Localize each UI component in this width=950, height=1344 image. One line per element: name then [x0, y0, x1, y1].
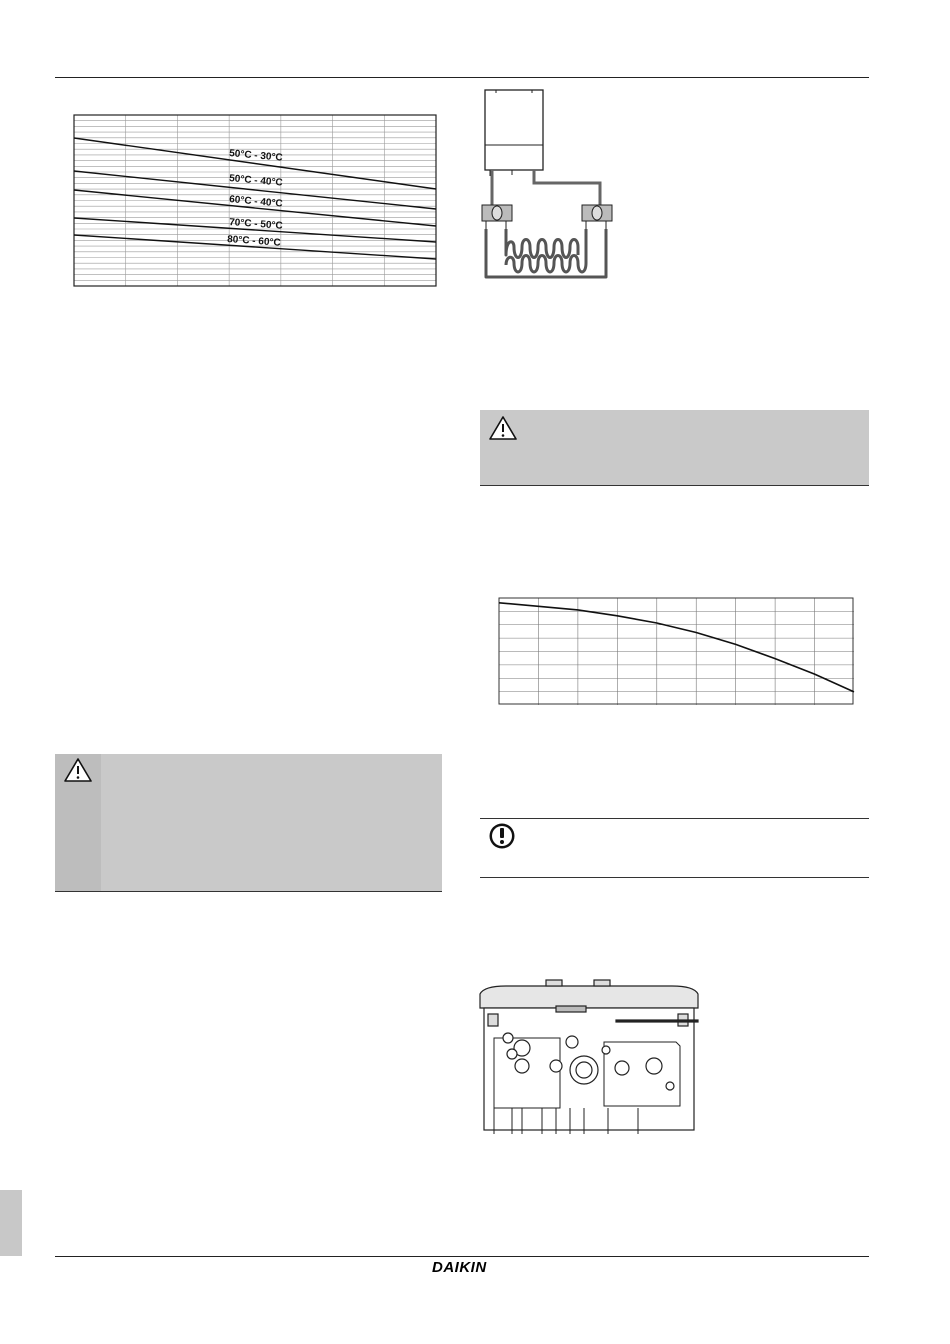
supply-pipes [492, 170, 600, 205]
curve-label: 50°C - 40°C [228, 173, 284, 189]
header-rule [55, 77, 869, 78]
daikin-logo: DAIKIN [432, 1259, 487, 1276]
boiler-unit [485, 90, 543, 176]
manifold-right [582, 205, 612, 229]
manifold-left [482, 205, 512, 229]
chapter-tab [0, 1190, 22, 1256]
notice-top-rule [480, 818, 869, 819]
chart-frame [499, 598, 853, 704]
notice-bottom-rule [480, 877, 869, 878]
important-icon [488, 822, 516, 850]
warning-rule [480, 485, 869, 486]
warning-icon [63, 757, 93, 783]
temperature-curves-chart [73, 114, 437, 287]
heating-loop [486, 229, 606, 277]
warning-icon [488, 415, 518, 441]
curve-label: 50°C - 30°C [228, 148, 284, 164]
curve-label: 60°C - 40°C [228, 194, 284, 210]
curve-label: 70°C - 50°C [228, 217, 284, 232]
pump-curve-chart [498, 597, 855, 706]
boiler-connections-diagram [476, 978, 702, 1136]
warning-box [55, 754, 442, 891]
curve-label: 80°C - 60°C [226, 234, 282, 249]
underfloor-heating-diagram [476, 87, 616, 285]
warning-rule [55, 891, 442, 892]
footer-rule [55, 1256, 869, 1257]
chart-grid [499, 598, 854, 705]
warning-box [480, 410, 869, 485]
